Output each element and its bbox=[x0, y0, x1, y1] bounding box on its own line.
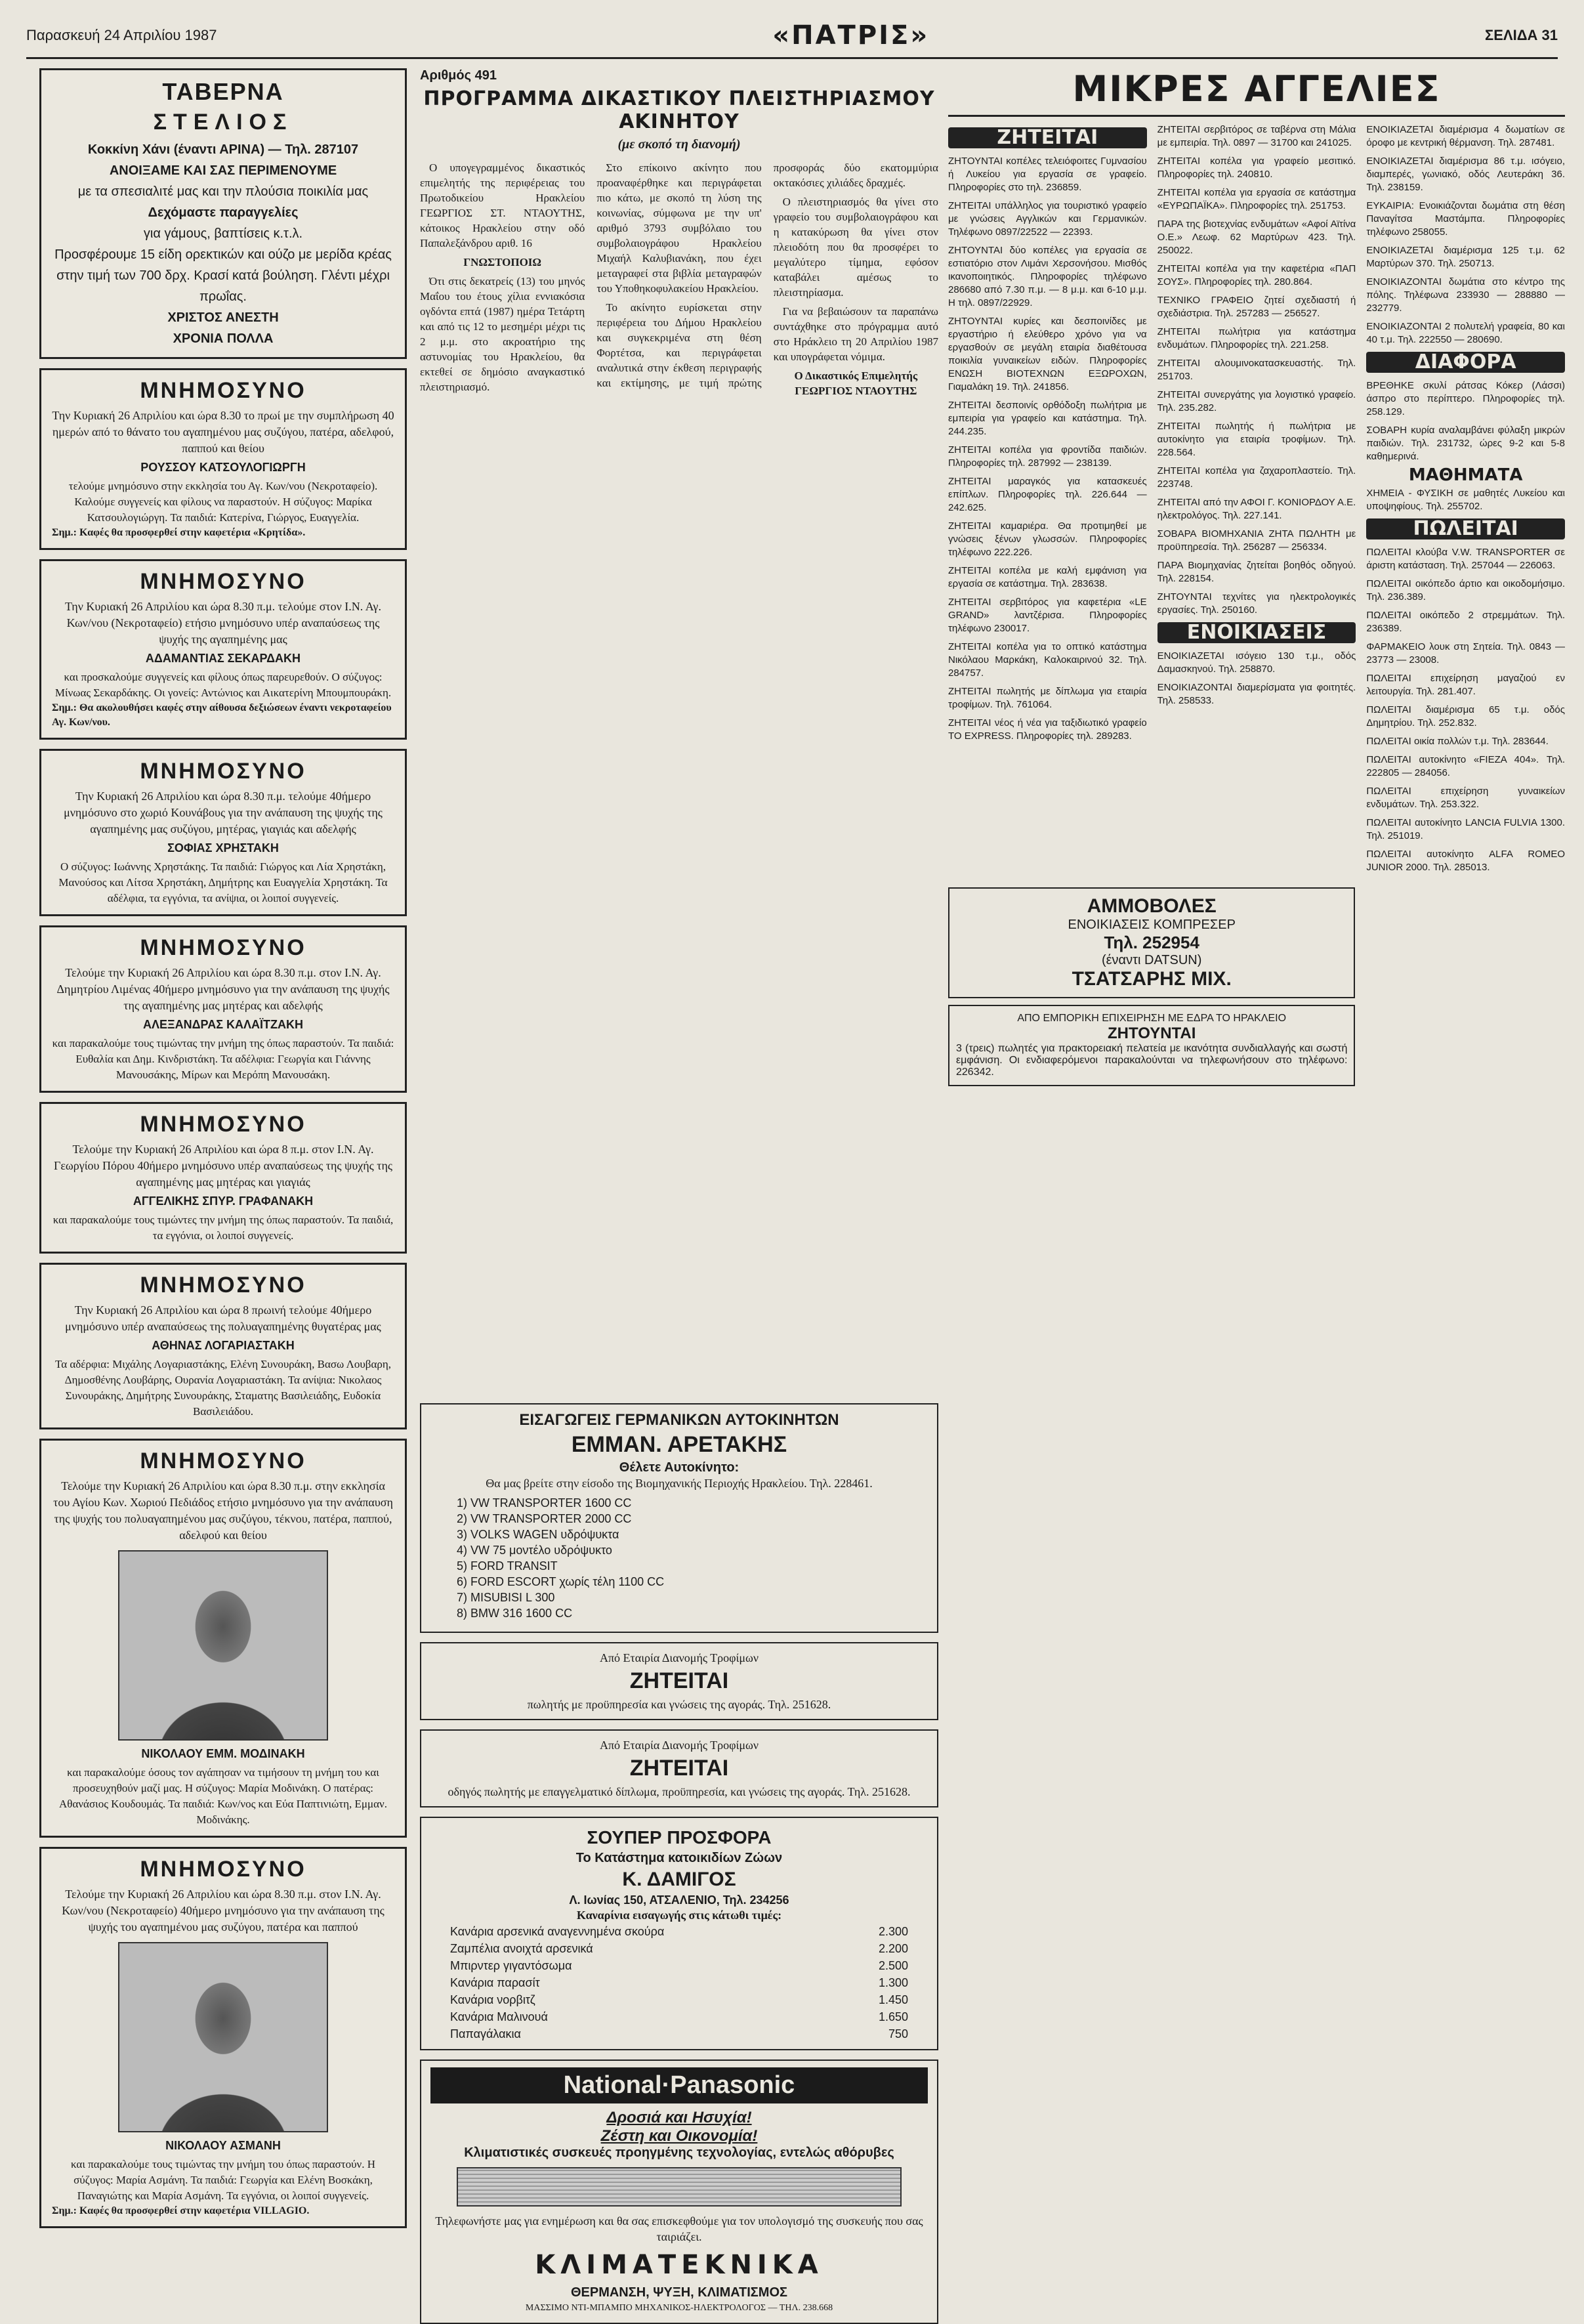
memorial-title: ΜΝΗΜΟΣΥΝΟ bbox=[140, 1112, 306, 1137]
price-row bbox=[430, 2025, 928, 2042]
classified-ad: ΠΩΛΕΙΤΑΙ αυτοκίνητο ALFA ROMEO JUNIOR 2000. Τηλ. 285013. bbox=[1366, 849, 1566, 873]
car-item: 2) VW TRANSPORTER 2000 CC bbox=[457, 1512, 632, 1525]
article-subtitle: (με σκοπό τη διανομή) bbox=[617, 137, 741, 152]
pet-ad-name: Κ. ΔΑΜΙΓΟΣ bbox=[622, 1869, 736, 1890]
section-heading: ΜΑΘΗΜΑΤΑ bbox=[1408, 465, 1523, 485]
classified-ad: ΖΗΤΕΙΤΑΙ μαραγκός για κατασκευές επίπλων. Πληροφορίες τηλ. 226.644 — 242.625. bbox=[948, 476, 1147, 513]
classified-ad: ΤΕΧΝΙΚΟ ΓΡΑΦΕΙΟ ζητεί σχεδιαστή ή σχεδιάστρια. Τηλ. 257283 — 256527. bbox=[1157, 295, 1356, 319]
car-ad-sub: Θέλετε Αυτοκίνητο: bbox=[619, 1460, 740, 1475]
memorial-name: ΣΟΦΙΑΣ ΧΡΗΣΤΑΚΗ bbox=[167, 841, 279, 855]
memorial-text: Την Κυριακή 26 Απριλίου και ώρα 8.30 το πρωί με την συμπλήρωση 40 ημερών από το θάνατο του αγαπημένου μας συζύγου, πατέρα, αδελφού, παππού και θείου bbox=[52, 409, 394, 455]
classified-ad: ΕΝΟΙΚΙΑΖΟΝΤΑΙ 2 πολυτελή γραφεία, 80 και 40 τ.μ. Τηλ. 222550 — 280690. bbox=[1366, 321, 1566, 345]
middle-column bbox=[420, 68, 938, 2313]
sandblasting-title: ΑΜΜΟΒΟΛΕΣ bbox=[1087, 895, 1217, 917]
car-ad-text: Θα μας βρείτε στην είσοδο της Βιομηχανικής Περιοχής Ηρακλείου. Τηλ. 228461. bbox=[486, 1477, 873, 1490]
pet-ad-note: Καναρίνια εισαγωγής στις κάτωθι τιμές: bbox=[576, 1909, 782, 1922]
price-row bbox=[430, 1957, 928, 1974]
taverna-ad bbox=[39, 68, 407, 359]
classified-ad: ΧΗΜΕΙΑ - ΦΥΣΙΚΗ σε μαθητές Λυκείου και υποψηφίους. Τηλ. 255702. bbox=[1366, 488, 1566, 512]
price-value: 2.300 bbox=[878, 1925, 908, 1938]
sales-ad-head: ΑΠΟ ΕΜΠΟΡΙΚΗ ΕΠΙΧΕΙΡΗΣΗ ΜΕ ΕΔΡΑ ΤΟ ΗΡΑΚΛΕΙΟ bbox=[1017, 1013, 1287, 1024]
classified-ad: ΖΗΤΕΙΤΑΙ κοπέλα για εργασία σε κατάστημα «ΕΥΡΩΠΑΪΚΑ». Πληροφορίες τηλ. 251753. bbox=[1157, 187, 1356, 211]
air-conditioner-image bbox=[457, 2167, 902, 2207]
sales-ad-text: 3 (τρεις) πωλητές για πρακτορειακή πελατεία με ικανότητα συνδιαλλαγής και σωστή εμφάνιση. Οι ενδιαφερόμενοι παρακαλούνται να τηλεφωνήσουν στο τηλέφωνο: 226342. bbox=[956, 1043, 1348, 1078]
classified-ad: ΖΗΤΟΥΝΤΑΙ δύο κοπέλες για εργασία σε εστιατόριο στον Λιμάνι Χερσονήσου. Μισθός ικανοποιητικός. Πληροφορίες τηλέφωνο 286680 από 7.30 π.μ. — 8 μ.μ. και 6-10 μ.μ. Η τηλ. 0897/22929. bbox=[948, 245, 1147, 308]
car-item: 4) VW 75 μοντέλο υδρόψυκτο bbox=[457, 1544, 612, 1557]
memorial-text: Την Κυριακή 26 Απριλίου και ώρα 8 πρωινή τελούμε 40ήμερο μνημόσυνο υπέρ αναπαύσεως της πολυαγαπημένης θυγατέρας μας bbox=[65, 1303, 381, 1333]
classified-ad: ΠΩΛΕΙΤΑΙ αυτοκίνητο «FIEZA 404». Τηλ. 222805 — 284056. bbox=[1366, 754, 1566, 778]
price-value: 750 bbox=[888, 2027, 908, 2040]
car-list bbox=[430, 1491, 928, 1625]
classifieds-column bbox=[948, 68, 1565, 2270]
article-paragraph: Το ακίνητο ευρίσκεται στην περιφέρεια του Δήμου Ηρακλείου και συγκεκριμένα στη θέση Φορτέτσα, και περιγράφεται αναλυτικά στην έκθεση περιγραφής και εκτίμησης, με τιμή πρώτης προσφοράς δύο εκατομμύρια οκτακόσιες χιλιάδες δραχμές. bbox=[596, 161, 938, 389]
classified-ad: ΦΑΡΜΑΚΕΙΟ λουκ στη Σητεία. Τηλ. 0843 — 23773 — 23008. bbox=[1366, 641, 1566, 666]
memorial-note: Σημ.: Θα ακολουθήσει καφές στην αίθουσα δεξιώσεων έναντι νεκροταφείου Αγ. Κων/νου. bbox=[52, 702, 392, 728]
classified-ad: ΖΗΤΕΙΤΑΙ κοπέλα για ζαχαροπλαστείο. Τηλ. 223748. bbox=[1157, 465, 1356, 490]
classified-ad: ΖΗΤΕΙΤΑΙ αλουμινοκατασκευαστής. Τηλ. 251703. bbox=[1157, 358, 1356, 382]
article-body bbox=[420, 160, 938, 1394]
classified-col bbox=[948, 123, 1147, 879]
memorial-notice bbox=[39, 1439, 407, 1838]
sandblasting-phone: Τηλ. 252954 bbox=[1104, 933, 1199, 952]
memorial-title: ΜΝΗΜΟΣΥΝΟ bbox=[140, 1857, 306, 1882]
classified-ad: ΠΑΡΑ της βιοτεχνίας ενδυμάτων «Αφοί Αϊτίνα Ο.Ε.» Λεωφ. 62 Μαρτύρων 423. Τηλ. 250022. bbox=[1157, 219, 1356, 256]
sandblasting-owner: ΤΣΑΤΣΑΡΗΣ ΜΙΧ. bbox=[1072, 968, 1232, 990]
price-item: Μπιρντερ γιγαντόσωμα bbox=[450, 1959, 572, 1972]
klima-line4: Τηλεφωνήστε μας για ενημέρωση και θα σας επισκεφθούμε για τον υπολογισμό της συσκευής που σας ταιριάζει. bbox=[435, 2214, 923, 2243]
memorial-family: και παρακαλούμε τους τιμώντες την μνήμη της όπως παραστούν. Τα παιδιά, τα εγγόνια, οι λοιποί συγγενείς. bbox=[52, 1214, 394, 1242]
memorial-text: Τελούμε την Κυριακή 26 Απριλίου και ώρα 8.30 π.μ. στον Ι.Ν. Αγ. Κων/νου (Νεκροταφείο) 40ήμερο μνημόσυνο για την ανάπαυση της ψυχής του αγαπημένου μας συζύγου, πατέρα και παππού bbox=[62, 1888, 385, 1933]
pet-ad-sub: Το Κατάστημα κατοικιδίων Ζώων bbox=[575, 1851, 783, 1865]
food-ad-big: ΖΗΤΕΙΤΑΙ bbox=[629, 1756, 729, 1781]
classified-ad: ΖΗΤΕΙΤΑΙ συνεργάτης για λογιστικό γραφείο. Τηλ. 235.282. bbox=[1157, 389, 1356, 413]
classifieds-grid bbox=[948, 123, 1565, 879]
brand-logo: National·Panasonic bbox=[430, 2067, 928, 2103]
price-row bbox=[430, 1940, 928, 1957]
car-item: 6) FORD ESCORT χωρίς τέλη 1100 CC bbox=[457, 1575, 665, 1588]
classified-ad: ΠΩΛΕΙΤΑΙ οικία πολλών τ.μ. Τηλ. 283644. bbox=[1366, 736, 1549, 747]
price-item: Κανάρια παρασίτ bbox=[450, 1976, 540, 1989]
car-item: 1) VW TRANSPORTER 1600 CC bbox=[457, 1496, 632, 1510]
sandblasting-location: (έναντι DATSUN) bbox=[1101, 953, 1202, 967]
classified-ad: ΣΟΒΑΡΗ κυρία αναλαμβάνει φύλαξη μικρών παιδιών. Τηλ. 231732, ώρες 9-2 και 5-8 καθημερινά. bbox=[1366, 425, 1566, 462]
classified-ad: ΖΗΤΕΙΤΑΙ πωλήτρια για κατάστημα ενδυμάτων. Πληροφορίες τηλ. 221.258. bbox=[1157, 326, 1356, 350]
food-ad-big: ΖΗΤΕΙΤΑΙ bbox=[629, 1668, 729, 1693]
price-value: 1.300 bbox=[878, 1976, 908, 1989]
memorial-notice bbox=[39, 368, 407, 550]
price-value: 2.200 bbox=[878, 1942, 908, 1955]
page-number: ΣΕΛΙΔΑ 31 bbox=[1485, 26, 1558, 43]
price-item: Κανάρια αρσενικά αναγεννημένα σκούρα bbox=[450, 1925, 665, 1938]
taverna-title: ΤΑΒΕΡΝΑ bbox=[162, 78, 284, 105]
classified-ad: ΖΗΤΟΥΝΤΑΙ κυρίες και δεσποινίδες με εργαστήριο ή ελεύθερο χρόνο για να εργασθούν σε μεγάλη εταιρία διαθέτουσα ποικιλία γυναικείων ειδών. Πληροφορίες ΕΝΩΣΗ ΒΙΟΤΕΧΝΩΝ ΕΞΩΡΟΧΩΝ, Γιαμαλάκη 19. Τηλ. 241856. bbox=[948, 316, 1147, 392]
taverna-name: ΣΤΕΛΙΟΣ bbox=[153, 110, 293, 135]
taverna-line4: Προσφέρουμε 15 είδη ορεκτικών και ούζο με μερίδα κρέας στην τιμή των 700 δρχ. Κρασί κατά βούληση. Γλέντι μέχρι πρωΐας. bbox=[54, 247, 392, 304]
memorial-notice bbox=[39, 1847, 407, 2228]
klima-line3: Κλιματιστικές συσκευές προηγμένης τεχνολογίας, εντελώς αθόρυβες bbox=[464, 2145, 894, 2160]
masthead bbox=[26, 13, 1558, 59]
klima-line1: Δροσιά και Ησυχία! bbox=[606, 2109, 752, 2126]
classified-ad: ΖΗΤΕΙΤΑΙ κοπέλα για την καφετέρια «ΠΑΠ ΣΟΥΣ». Πληροφορίες τηλ. 280.864. bbox=[1157, 263, 1356, 287]
section-tag: ΕΝΟΙΚΙΑΣΕΙΣ bbox=[1157, 622, 1356, 643]
classified-ad: ΣΟΒΑΡΑ ΒΙΟΜΗΧΑΝΙΑ ΖΗΤΑ ΠΩΛΗΤΗ με προϋπηρεσία. Τηλ. 256287 — 256334. bbox=[1157, 528, 1356, 553]
price-row bbox=[430, 1974, 928, 1991]
classified-ad: ΠΩΛΕΙΤΑΙ διαμέρισμα 65 τ.μ. οδός Δημητρίου. Τηλ. 252.832. bbox=[1366, 704, 1566, 729]
article-paragraph: Ο υπογεγραμμένος δικαστικός επιμελητής της περιφέρειας του Πρωτοδικείου Ηρακλείου ΓΕΩΡΓΙΟΣ ΣΤ. ΝΤΑΟΥΤΗΣ, κάτοικος Ηρακλείου στην οδό Παπαλεξάνδρου αριθ. 16 bbox=[420, 161, 585, 249]
memorial-title: ΜΝΗΜΟΣΥΝΟ bbox=[140, 1448, 306, 1473]
klima-sub: ΘΕΡΜΑΝΣΗ, ΨΥΞΗ, ΚΛΙΜΑΤΙΣΜΟΣ bbox=[570, 2285, 788, 2300]
price-item: Κανάρια Μαλινουά bbox=[450, 2010, 548, 2023]
car-item: 8) BMW 316 1600 CC bbox=[457, 1607, 573, 1620]
taverna-owner: ΧΡΙΣΤΟΣ ΑΝΕΣΤΗ bbox=[167, 310, 279, 325]
classified-ad: ΖΗΤΟΥΝΤΑΙ κοπέλες τελειόφοιτες Γυμνασίου ή Λυκείου για εργασία σε γραφείο. Πληροφορίες στο τηλ. 236859. bbox=[948, 156, 1147, 193]
portrait-photo bbox=[118, 1942, 328, 2132]
article-signature: Ο Δικαστικός Επιμελητής ΓΕΩΡΓΙΟΣ ΝΤΑΟΥΤΗΣ bbox=[794, 370, 918, 397]
portrait-photo bbox=[118, 1550, 328, 1741]
article-number: Αριθμός 491 bbox=[420, 68, 497, 83]
memorial-notice bbox=[39, 1102, 407, 1254]
classified-ad: ΠΩΛΕΙΤΑΙ κλούβα V.W. TRANSPORTER σε άριστη κατάσταση. Τηλ. 257044 — 226063. bbox=[1366, 547, 1566, 571]
classifieds-header: ΜΙΚΡΕΣ ΑΓΓΕΛΙΕΣ bbox=[948, 68, 1565, 117]
memorial-text: Τελούμε την Κυριακή 26 Απριλίου και ώρα 8.30 π.μ. στην εκκλησία του Αγίου Κων. Χωριού Πεδιάδος ετήσιο μνημόσυνο για την ανάπαυση της ψυχής του πολυαγαπημένου μας συζύγου, τέκνου, πατέρα, παππού, αδελφού και θείου bbox=[53, 1479, 393, 1542]
price-value: 1.450 bbox=[878, 1993, 908, 2006]
klima-addr: ΜΑΣΣΙΜΟ ΝΤΙ-ΜΠΑΜΠΟ ΜΗΧΑΝΙΚΟΣ-ΗΛΕΚΤΡΟΛΟΓΟΣ — ΤΗΛ. 238.668 bbox=[525, 2303, 833, 2313]
classified-ad: ΠΩΛΕΙΤΑΙ επιχείρηση μαγαζιού εν λειτουργία. Τηλ. 281.407. bbox=[1366, 673, 1566, 697]
memorial-family: και παρακαλούμε τους τιμώντας την μνήμη του όπως παραστούν. Η σύζυγος: Μαρία Ασμάνη. Τα παιδιά: Γεωργία και Ελένη Βοσκάκη, Παναγιώτης και Μαρία Ασμάνη. Τα εγγόνια, οι λοιποί συγγενείς. bbox=[71, 2158, 375, 2202]
taverna-greeting: ΧΡΟΝΙΑ ΠΟΛΛΑ bbox=[173, 331, 274, 346]
pet-ad-addr: Λ. Ιωνίας 150, ΑΤΣΑΛΕΝΙΟ, Τηλ. 234256 bbox=[569, 1893, 789, 1907]
classified-ad: ΖΗΤΕΙΤΑΙ υπάλληλος για τουριστικό γραφείο με γνώσεις Αγγλικών και Γερμανικών. Τηλέφωνο 0897/22522 — 22393. bbox=[948, 200, 1147, 238]
classified-ad: ΕΝΟΙΚΙΑΖΟΝΤΑΙ διαμερίσματα για φοιτητές. Τηλ. 258533. bbox=[1157, 682, 1356, 706]
taverna-open: ΑΝΟΙΞΑΜΕ ΚΑΙ ΣΑΣ ΠΕΡΙΜΕΝΟΥΜΕ bbox=[109, 163, 337, 178]
classified-ad: ΖΗΤΕΙΤΑΙ νέος ή νέα για ταξιδιωτικό γραφείο TO EXPRESS. Πληροφορίες τηλ. 289283. bbox=[948, 717, 1147, 742]
klima-company-name: ΚΛΙΜΑΤΕΚΝΙΚΑ bbox=[535, 2250, 823, 2280]
sandblasting-ad bbox=[948, 887, 1355, 998]
memorial-name: ΝΙΚΟΛΑΟΥ ΑΣΜΑΝΗ bbox=[165, 2139, 281, 2152]
classified-ad: ΖΗΤΕΙΤΑΙ δεσποινίς ορθόδοξη πωλήτρια με εμπειρία για γραφείο και κατάστημα. Τηλ. 244.235. bbox=[948, 400, 1147, 437]
car-ad-name: ΕΜΜΑΝ. ΑΡΕΤΑΚΗΣ bbox=[571, 1432, 787, 1457]
price-value: 1.650 bbox=[878, 2010, 908, 2023]
memorial-notice bbox=[39, 559, 407, 740]
memorial-family: τελούμε μνημόσυνο στην εκκλησία του Αγ. Κων/νου (Νεκροταφείο). Καλούμε συγγενείς και φίλους να παραστούν. Η σύζυγος: Μαρίκα Κατσουλογιώργη. Τα παιδιά: Κατερίνα, Γιώργος, Ευαγγελία. bbox=[68, 480, 378, 524]
classified-ad: ΖΗΤΕΙΤΑΙ κοπέλα για γραφείο μεσιτικό. Πληροφορίες τηλ. 240810. bbox=[1157, 156, 1356, 180]
memorial-name: ΡΟΥΣΣΟΥ ΚΑΤΣΟΥΛΟΓΙΩΡΓΗ bbox=[140, 461, 306, 474]
classified-ad: ΖΗΤΕΙΤΑΙ κοπέλα για φροντίδα παιδιών. Πληροφορίες τηλ. 287992 — 238139. bbox=[948, 444, 1147, 469]
car-item: 3) VOLKS WAGEN υδρόψυκτα bbox=[457, 1528, 619, 1541]
classified-ad: ΠΩΛΕΙΤΑΙ αυτοκίνητο LANCIA FULVIA 1300. Τηλ. 251019. bbox=[1366, 817, 1566, 841]
classified-ad: ΖΗΤΕΙΤΑΙ σερβιτόρος για καφετέρια «LE GRAND» λαντζέρισα. Πληροφορίες τηλέφωνο 230017. bbox=[948, 597, 1147, 634]
taverna-line3: για γάμους, βαπτίσεις κ.τ.λ. bbox=[143, 226, 303, 241]
memorial-text: Τελούμε την Κυριακή 26 Απριλίου και ώρα 8.30 π.μ. στον Ι.Ν. Αγ. Δημητρίου Λιμένας 40ήμερο μνημόσυνο για την ανάπαυση της ψυχής της αγαπημένης μας μητέρας και αδελφής bbox=[56, 966, 390, 1012]
taverna-address: Κοκκίνη Χάνι (έναντι ΑΡΙΝΑ) — Τηλ. 287107 bbox=[87, 142, 359, 157]
classified-ad: ΠΑΡΑ Βιομηχανίας ζητείται βοηθός οδηγού. Τηλ. 228154. bbox=[1157, 560, 1356, 584]
memorial-title: ΜΝΗΜΟΣΥΝΟ bbox=[140, 1273, 306, 1298]
sales-job-ad bbox=[948, 1005, 1355, 1086]
memorial-family: και παρακαλούμε τους τιμώντας την μνήμη της όπως παραστούν. Τα παιδιά: Ευθαλία και Δημ. Κινδριστάκη. Τα αδέλφια: Γεωργία και Γιάννης Μανουσάκης, Μίρων και Μερόπη Μανουσάκη. bbox=[52, 1037, 394, 1081]
classified-ad: ΖΗΤΕΙΤΑΙ πωλητής με δίπλωμα για εταιρία τροφίμων. Τηλ. 761064. bbox=[948, 686, 1147, 710]
memorial-title: ΜΝΗΜΟΣΥΝΟ bbox=[140, 759, 306, 784]
issue-date: Παρασκευή 24 Απριλίου 1987 bbox=[26, 26, 217, 43]
classified-ad: ΠΩΛΕΙΤΑΙ οικόπεδο άρτιο και οικοδομήσιμο. Τηλ. 236.389. bbox=[1366, 578, 1566, 602]
sandblasting-sub: ΕΝΟΙΚΙΑΣΕΙΣ ΚΟΜΠΡΕΣΕΡ bbox=[1068, 918, 1236, 932]
memorial-name: ΑΛΕΞΑΝΔΡΑΣ ΚΑΛΑΪΤΖΑΚΗ bbox=[143, 1018, 303, 1031]
article-paragraph: Ότι στις δεκατρείς (13) του μηνός Μαΐου του έτους χίλια εννιακόσια ογδόντα επτά (1987) ημέρα Τετάρτη και από τις 12 το μεσημέρι μέχρι τις 2 μ.μ. στο ακροατήριο της αστυνομίας του Ηρακλείου, θα εκτεθεί σε δημόσιο αναγκαστικό πλειστηριασμό. bbox=[420, 275, 585, 393]
newspaper-title: «ΠΑΤΡΙΣ» bbox=[772, 20, 930, 51]
air-conditioning-ad bbox=[420, 2060, 938, 2324]
memorial-notice bbox=[39, 925, 407, 1093]
food-company-ad bbox=[420, 1642, 938, 1720]
car-ad-header: ΕΙΣΑΓΩΓΕΙΣ ΓΕΡΜΑΝΙΚΩΝ ΑΥΤΟΚΙΝΗΤΩΝ bbox=[519, 1411, 839, 1429]
memorial-title: ΜΝΗΜΟΣΥΝΟ bbox=[140, 378, 306, 403]
price-row bbox=[430, 1923, 928, 1940]
classified-ad: ΕΝΟΙΚΙΑΖΕΤΑΙ ισόγειο 130 τ.μ., οδός Δαμασκηνού. Τηλ. 258870. bbox=[1157, 650, 1356, 675]
classified-ad: ΖΗΤΕΙΤΑΙ σερβιτόρος σε ταβέρνα στη Μάλια με εμπειρία. Τηλ. 0897 — 31700 και 241025. bbox=[1157, 124, 1356, 148]
classified-col bbox=[1366, 123, 1565, 879]
taverna-line2: Δεχόμαστε παραγγελίες bbox=[148, 205, 299, 220]
price-item: Ζαμπέλια ανοιχτά αρσενικά bbox=[450, 1942, 593, 1955]
memorial-note: Σημ.: Καφές θα προσφερθεί στην καφετέρια VILLAGIO. bbox=[52, 2205, 310, 2216]
klima-line2: Ζέστη και Οικονομία! bbox=[600, 2127, 758, 2145]
memorial-name: ΑΔΑΜΑΝΤΙΑΣ ΣΕΚΑΡΔΑΚΗ bbox=[145, 652, 301, 665]
classified-ad: ΠΩΛΕΙΤΑΙ επιχείρηση γυναικείων ενδυμάτων. Τηλ. 253.322. bbox=[1366, 786, 1566, 810]
classified-ad: ΕΝΟΙΚΙΑΖΟΝΤΑΙ δωμάτια στο κέντρο της πόλης. Τηλέφωνα 233930 — 288880 — 232779. bbox=[1366, 276, 1566, 314]
classified-ad: ΕΝΟΙΚΙΑΖΕΤΑΙ διαμέρισμα 125 τ.μ. 62 Μαρτύρων 370. Τηλ. 250713. bbox=[1366, 245, 1566, 269]
memorial-note: Σημ.: Καφές θα προσφερθεί στην καφετέρια «Κρητίδα». bbox=[52, 527, 306, 538]
car-import-ad bbox=[420, 1403, 938, 1633]
classified-ad: ΖΗΤΕΙΤΑΙ πωλητής ή πωλήτρια με αυτοκίνητο για εταιρία τροφίμων. Τηλ. 228.564. bbox=[1157, 421, 1356, 458]
price-item: Παπαγάλακια bbox=[450, 2027, 521, 2040]
memorial-text: Τελούμε την Κυριακή 26 Απριλίου και ώρα 8 π.μ. στον Ι.Ν. Αγ. Γεωργίου Πόρου 40ήμερο μνημόσυνο υπέρ αναπαύσεως της ψυχής της αγαπημένης μας μητέρας και γιαγιάς bbox=[53, 1143, 393, 1189]
memorial-title: ΜΝΗΜΟΣΥΝΟ bbox=[140, 935, 306, 960]
classified-ad: ΕΝΟΙΚΙΑΖΕΤΑΙ διαμέρισμα 86 τ.μ. ισόγειο, διαμπερές, γωνιακό, οδός Λευτεράκη 36. Τηλ. 238159. bbox=[1366, 156, 1566, 193]
classified-ad: ΖΗΤΕΙΤΑΙ από την ΑΦΟΙ Γ. ΚΟΝΙΟΡΔΟΥ Α.Ε. ηλεκτρολόγος. Τηλ. 227.141. bbox=[1157, 497, 1356, 521]
article-paragraph: Για να βεβαιώσουν τα παραπάνω συντάχθηκε στο πρόγραμμα αυτό στο Ηράκλειο τη 20 Απριλίου 1987 και υπογράφεται νόμιμα. bbox=[773, 305, 938, 363]
classified-ad: ΠΩΛΕΙΤΑΙ οικόπεδο 2 στρεμμάτων. Τηλ. 236389. bbox=[1366, 610, 1566, 634]
section-tag: ΔΙΑΦΟΡΑ bbox=[1366, 352, 1565, 373]
memorial-name: ΑΘΗΝΑΣ ΛΟΓΑΡΙΑΣΤΑΚΗ bbox=[152, 1339, 295, 1352]
car-item: 7) MISUBISI L 300 bbox=[457, 1591, 555, 1604]
classified-ad: ΖΗΤΟΥΝΤΑΙ τεχνίτες για ηλεκτρολογικές εργασίες. Τηλ. 250160. bbox=[1157, 591, 1356, 616]
price-row bbox=[430, 1991, 928, 2008]
classified-ad: ΖΗΤΕΙΤΑΙ κοπέλα με καλή εμφάνιση για εργασία σε κατάστημα. Τηλ. 283638. bbox=[948, 565, 1147, 589]
classified-ad: ΖΗΤΕΙΤΑΙ καμαριέρα. Θα προτιμηθεί με γνώσεις ξένων γλωσσών. Πληροφορίες τηλέφωνο 222.226. bbox=[948, 520, 1147, 558]
food-ad-head: Από Εταιρία Διανομής Τροφίμων bbox=[599, 1651, 759, 1664]
article-paragraph: Ο πλειστηριασμός θα γίνει στο γραφείο του συμβολαιογράφου και η κατακύρωση θα γίνει στον πλειοδότη που θα προσφέρει το μεγαλύτερο τίμημα, εφόσον καταβάλει αμέσως το πλειστηρίασμα. bbox=[773, 196, 938, 299]
classified-ad: ΖΗΤΕΙΤΑΙ κοπέλα για το οπτικό κατάστημα Νικόλαου Μαρκάκη, Καλοκαιρινού 32. Τηλ. 284757. bbox=[948, 641, 1147, 679]
memorial-notice bbox=[39, 749, 407, 916]
price-value: 2.500 bbox=[878, 1959, 908, 1972]
memorial-name: ΝΙΚΟΛΑΟΥ ΕΜΜ. ΜΟΔΙΝΑΚΗ bbox=[141, 1747, 305, 1760]
memorial-family: Ο σύζυγος: Ιωάννης Χρηστάκης. Τα παιδιά: Γιώργος και Λία Χρηστάκη, Μανούσος και Λίτσα Χρηστάκη, Δημήτρης και Ευαγγελία Χρηστάκη. Τα αδέλφια, τα εγγόνια, τα ανίψια, οι λοιποί συγγενείς. bbox=[58, 860, 388, 904]
food-ad-text: πωλητής με προϋπηρεσία και γνώσεις της αγοράς. Τηλ. 251628. bbox=[527, 1698, 831, 1711]
classified-col bbox=[1157, 123, 1356, 879]
pet-ad-head: ΣΟΥΠΕΡ ΠΡΟΣΦΟΡΑ bbox=[587, 1827, 772, 1848]
section-tag: ΠΩΛΕΙΤΑΙ bbox=[1366, 518, 1565, 539]
car-item: 5) FORD TRANSIT bbox=[457, 1559, 558, 1573]
article-paragraph: ΓΝΩΣΤΟΠΟΙΩ bbox=[463, 256, 542, 268]
memorial-title: ΜΝΗΜΟΣΥΝΟ bbox=[140, 569, 306, 594]
sales-ad-big: ΖΗΤΟΥΝΤΑΙ bbox=[1107, 1025, 1196, 1042]
taverna-line1: με τα σπεσιαλιτέ μας και την πλούσια ποικιλία μας bbox=[77, 184, 369, 199]
food-company-ad bbox=[420, 1729, 938, 1807]
classified-ad: ΕΥΚΑΙΡΙΑ: Ενοικιάζονται δωμάτια στη θέση Παναγίτσα Μαστάμπα. Πληροφορίες τηλέφωνο 258055. bbox=[1366, 200, 1566, 238]
article-paragraph: Στο επίκοινο ακίνητο που προαναφέρθηκε και περιγράφεται πιο κάτω, με σκοπό τη λύση της κοινωνίας, σύμφωνα με την υπ' αριθμό 3793 συμβόλαιο του συμβολαιογράφου Ηρακλείου Μιχαήλ Καλυβιανάκη, που έχει μεταγραφεί στα βιβλία μεταγραφών του Υποθηκοφυλακείου Ηρακλείου. bbox=[596, 161, 762, 295]
memorial-family: Τα αδέρφια: Μιχάλης Λογαριαστάκης, Ελένη Συνουράκη, Βασω Λουβαρη, Δημοσθένης Λουβάρης, Ουρανία Λογαριαστάκη. Τα ανίψια: Νικολαος Συνουράκης, Δημήτρης Συνουράκης, Σταματης Βασιλειάδης, Ευδοκία Βασιλειάδου. bbox=[55, 1358, 391, 1418]
memorial-notice bbox=[39, 1263, 407, 1429]
memorial-name: ΑΓΓΕΛΙΚΗΣ ΣΠΥΡ. ΓΡΑΦΑΝΑΚΗ bbox=[133, 1194, 314, 1208]
price-item: Κανάρια νορβιτζ bbox=[450, 1993, 535, 2006]
section-tag: ΖΗΤΕΙΤΑΙ bbox=[948, 127, 1147, 148]
price-row bbox=[430, 2008, 928, 2025]
memorial-family: και παρακαλούμε όσους τον αγάπησαν να τιμήσουν τη μνήμη του και προσευχηθούν μαζί μας. Η σύζυγος: Μαρία Μοδινάκη. Ο πατέρας: Αθανάσιος Κουδουμάς. Τα παιδιά: Κων/νος και Εύα Παπτινιώτη, Εμμαν. Μοδινάκης. bbox=[59, 1766, 387, 1826]
classified-ad: ΒΡΕΘΗΚΕ σκυλί ράτσας Κόκερ (Λάσσι) άσπρο στο περίπτερο. Πληροφορίες τηλ. 258.129. bbox=[1366, 380, 1566, 417]
left-column bbox=[39, 68, 407, 2270]
article-title: ΠΡΟΓΡΑΜΜΑ ΔΙΚΑΣΤΙΚΟΥ ΠΛΕΙΣΤΗΡΙΑΣΜΟΥ ΑΚΙΝΗΤΟΥ bbox=[423, 87, 935, 133]
memorial-text: Την Κυριακή 26 Απριλίου και ώρα 8.30 π.μ. τελούμε 40ήμερο μνημόσυνο στο χωριό Κουνάβους για την ανάπαυση της ψυχής της αγαπημένης μας συζύγου, μητέρας, γιαγιάς και αδελφής bbox=[64, 790, 383, 835]
memorial-text: Την Κυριακή 26 Απριλίου και ώρα 8.30 π.μ. τελούμε στον Ι.Ν. Αγ. Κων/νου (Νεκροταφείο) ετήσιο μνημόσυνο υπέρ αναπαύσεως της ψυχής της αγαπημένης μας bbox=[64, 600, 382, 646]
pet-shop-ad bbox=[420, 1817, 938, 2050]
classified-ad: ΕΝΟΙΚΙΑΖΕΤΑΙ διαμέρισμα 4 δωματίων σε όροφο με κεντρική θέρμανση. Τηλ. 287481. bbox=[1366, 124, 1566, 148]
bottom-ads bbox=[948, 887, 1355, 1086]
food-ad-head: Από Εταιρία Διανομής Τροφίμων bbox=[599, 1739, 759, 1752]
food-ad-text: οδηγός πωλητής με επαγγελματικό δίπλωμα, προϋπηρεσία, και γνώσεις της αγοράς. Τηλ. 251628. bbox=[448, 1785, 911, 1798]
memorial-family: και προσκαλούμε συγγενείς και φίλους όπως παρευρεθούν. Ο σύζυγος: Μίνωας Σεκαρδάκης. Οι γονείς: Αντώνιος και Αικατερίνη Μπουμπουράκη. bbox=[54, 671, 392, 699]
